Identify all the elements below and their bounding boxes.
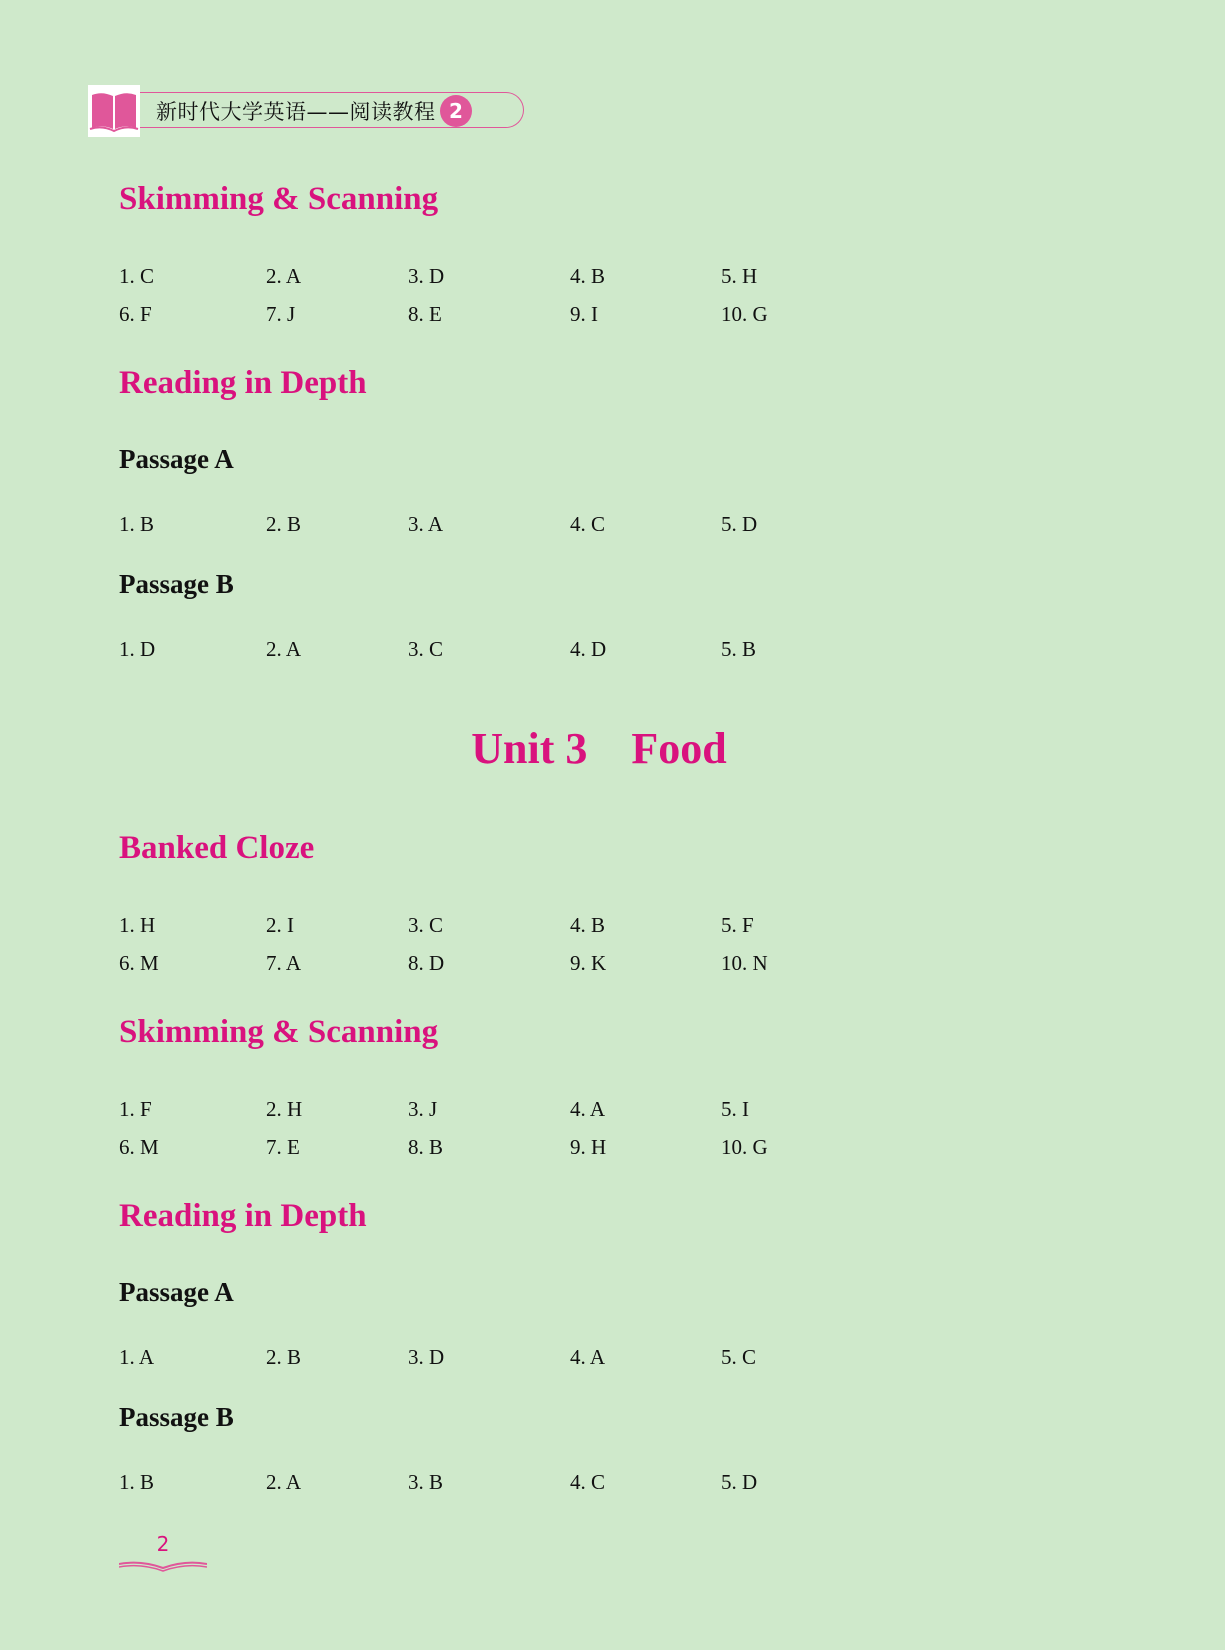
answer: 2. B bbox=[266, 1345, 302, 1369]
answer: 6. F bbox=[119, 302, 152, 326]
passage-heading: Passage A bbox=[119, 1277, 234, 1307]
unit-title: Unit 3 Food bbox=[471, 724, 727, 773]
volume-badge: 2 bbox=[440, 95, 472, 127]
answer: 6. M bbox=[119, 951, 159, 975]
answer: 6. M bbox=[119, 1135, 159, 1159]
answer: 4. B bbox=[570, 264, 606, 288]
answer-row bbox=[119, 637, 1019, 663]
book-icon bbox=[88, 85, 140, 137]
answer: 8. D bbox=[408, 951, 445, 975]
answer: 9. K bbox=[570, 951, 607, 975]
passage-heading: Passage B bbox=[119, 1402, 234, 1432]
page-footer bbox=[119, 1530, 207, 1578]
answer: 10. G bbox=[721, 1135, 768, 1159]
answer: 5. D bbox=[721, 1470, 758, 1494]
answer: 3. A bbox=[408, 512, 444, 536]
answer: 4. B bbox=[570, 913, 606, 937]
answer-row bbox=[119, 1470, 1019, 1496]
section-heading: Reading in Depth bbox=[119, 1198, 367, 1234]
answer: 2. A bbox=[266, 637, 302, 661]
open-book-ornament-icon bbox=[119, 1558, 207, 1574]
answer: 1. A bbox=[119, 1345, 155, 1369]
book-title: 新时代大学英语——阅读教程 bbox=[156, 100, 436, 124]
section-heading: Reading in Depth bbox=[119, 365, 367, 401]
answer: 1. F bbox=[119, 1097, 152, 1121]
answer: 1. D bbox=[119, 637, 156, 661]
page-number: 2 bbox=[156, 1532, 170, 1556]
answer: 5. D bbox=[721, 512, 758, 536]
answer-row bbox=[119, 1135, 1019, 1161]
answer-row bbox=[119, 913, 1019, 939]
answer: 9. I bbox=[570, 302, 598, 326]
answer: 1. B bbox=[119, 1470, 155, 1494]
answer: 5. C bbox=[721, 1345, 757, 1369]
answer: 8. E bbox=[408, 302, 442, 326]
answer: 2. A bbox=[266, 264, 302, 288]
answer: 4. A bbox=[570, 1345, 606, 1369]
answer: 10. N bbox=[721, 951, 768, 975]
answer: 2. A bbox=[266, 1470, 302, 1494]
answer: 1. H bbox=[119, 913, 156, 937]
answer-row bbox=[119, 512, 1019, 538]
answer: 10. G bbox=[721, 302, 768, 326]
answer: 1. B bbox=[119, 512, 155, 536]
answer: 3. D bbox=[408, 1345, 445, 1369]
section-heading: Banked Cloze bbox=[119, 830, 315, 866]
answer: 3. C bbox=[408, 637, 444, 661]
answer: 5. I bbox=[721, 1097, 749, 1121]
answer: 3. B bbox=[408, 1470, 444, 1494]
answer: 2. B bbox=[266, 512, 302, 536]
answer: 4. A bbox=[570, 1097, 606, 1121]
answer: 4. C bbox=[570, 512, 606, 536]
answer: 5. H bbox=[721, 264, 758, 288]
answer: 7. E bbox=[266, 1135, 300, 1159]
answer-row bbox=[119, 1097, 1019, 1123]
passage-heading: Passage A bbox=[119, 444, 234, 474]
answer: 2. H bbox=[266, 1097, 303, 1121]
answer: 5. F bbox=[721, 913, 754, 937]
answer: 4. D bbox=[570, 637, 607, 661]
section-heading: Skimming & Scanning bbox=[119, 181, 439, 217]
answer: 7. A bbox=[266, 951, 302, 975]
answer: 2. I bbox=[266, 913, 294, 937]
answer-row bbox=[119, 1345, 1019, 1371]
section-heading: Skimming & Scanning bbox=[119, 1014, 439, 1050]
answer: 9. H bbox=[570, 1135, 607, 1159]
answer-row bbox=[119, 264, 1019, 290]
answer: 3. D bbox=[408, 264, 445, 288]
answer: 1. C bbox=[119, 264, 155, 288]
answer: 5. B bbox=[721, 637, 757, 661]
answer: 3. C bbox=[408, 913, 444, 937]
answer-row bbox=[119, 951, 1019, 977]
answer: 4. C bbox=[570, 1470, 606, 1494]
answer-row bbox=[119, 302, 1019, 328]
answer: 7. J bbox=[266, 302, 296, 326]
answer: 3. J bbox=[408, 1097, 438, 1121]
answer: 8. B bbox=[408, 1135, 444, 1159]
passage-heading: Passage B bbox=[119, 569, 234, 599]
